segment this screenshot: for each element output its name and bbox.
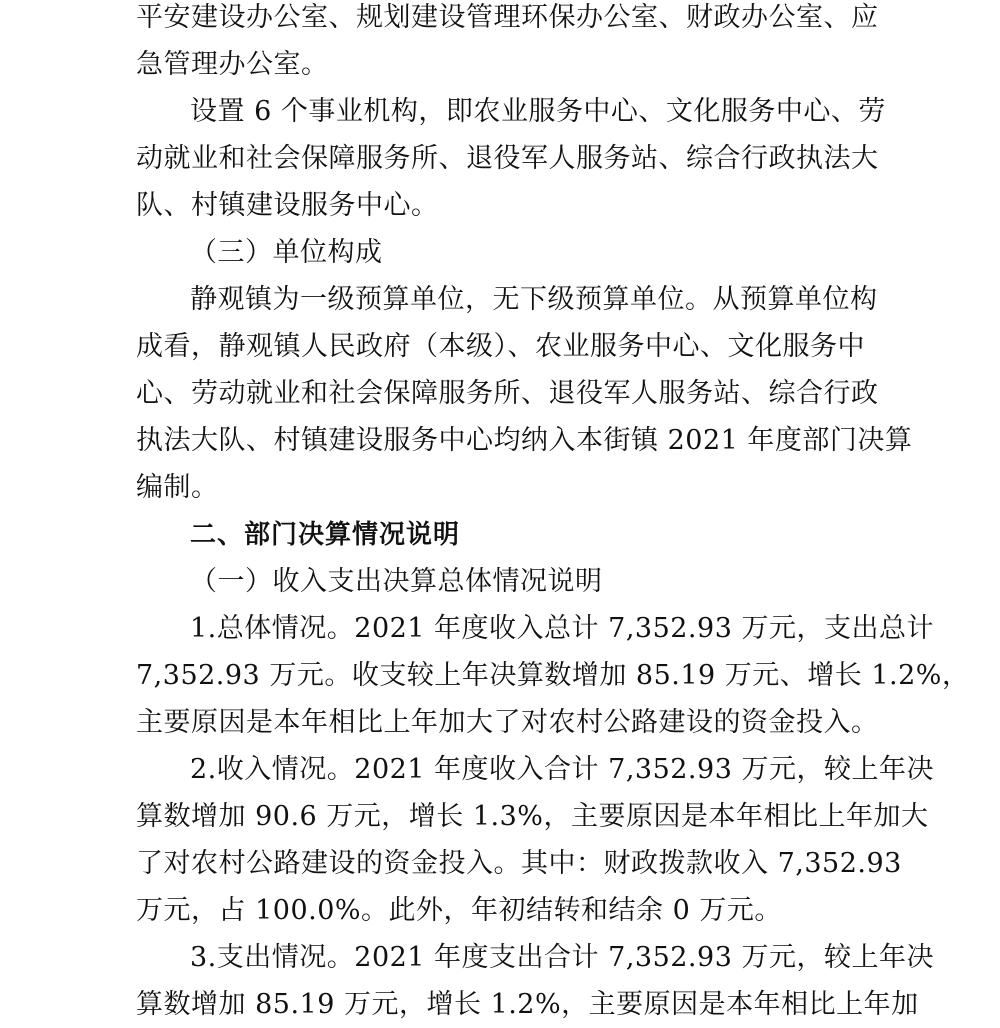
text-line-content: 急管理办公室。 <box>136 49 329 80</box>
text-line-content: 二、部门决算情况说明 <box>190 520 461 550</box>
text-line <box>0 183 1000 229</box>
text-line-content: 成看，静观镇人民政府（本级）、农业服务中心、文化服务中 <box>136 331 865 362</box>
text-line-content: 万元，占 100.0%。此外，年初结转和结余 0 万元。 <box>136 895 782 926</box>
text-line <box>0 982 1000 1028</box>
text-line-content: 1.总体情况。2021 年度收入总计 7,352.93 万元，支出总计 <box>190 613 934 644</box>
text-line-content: 执法大队、村镇建设服务中心均纳入本街镇 2021 年度部门决算 <box>136 425 913 456</box>
text-line <box>0 418 1000 464</box>
text-line-content: 队、村镇建设服务中心。 <box>136 190 439 221</box>
section-subheading <box>0 559 1000 605</box>
text-line <box>0 653 1000 699</box>
text-line-content: 7,352.93 万元。收支较上年决算数增加 85.19 万元、增长 1.2%， <box>136 660 970 691</box>
text-line-content: 了对农村公路建设的资金投入。其中：财政拨款收入 7,352.93 <box>136 848 902 879</box>
text-line <box>0 841 1000 887</box>
text-line <box>0 277 1000 323</box>
text-line-content: 主要原因是本年相比上年加大了对农村公路建设的资金投入。 <box>136 707 879 738</box>
text-line-content: 算数增加 90.6 万元，增长 1.3%，主要原因是本年相比上年加大 <box>136 801 929 832</box>
text-line-content: 3.支出情况。2021 年度支出合计 7,352.93 万元，较上年决 <box>190 942 934 973</box>
text-line-content: 平安建设办公室、规划建设管理环保办公室、财政办公室、应 <box>136 2 879 33</box>
text-line-content: （一）收入支出决算总体情况说明 <box>190 566 603 597</box>
text-line-content: 算数增加 85.19 万元，增长 1.2%，主要原因是本年相比上年加 <box>136 989 919 1020</box>
text-line <box>0 136 1000 182</box>
text-line-content: （三）单位构成 <box>190 237 383 268</box>
text-line <box>0 794 1000 840</box>
text-line <box>0 89 1000 135</box>
section-subheading <box>0 230 1000 276</box>
text-line <box>0 0 1000 41</box>
text-line-content: 2.收入情况。2021 年度收入合计 7,352.93 万元，较上年决 <box>190 754 934 785</box>
text-line <box>0 371 1000 417</box>
text-line <box>0 747 1000 793</box>
text-line <box>0 42 1000 88</box>
text-line-content: 心、劳动就业和社会保障服务所、退役军人服务站、综合行政 <box>136 378 879 409</box>
section-heading <box>0 512 1000 558</box>
text-line <box>0 700 1000 746</box>
text-line-content: 设置 6 个事业机构，即农业服务中心、文化服务中心、劳 <box>190 96 886 127</box>
text-line-content: 编制。 <box>136 472 219 503</box>
text-line <box>0 935 1000 981</box>
text-line <box>0 324 1000 370</box>
text-line <box>0 465 1000 511</box>
text-line-content: 静观镇为一级预算单位，无下级预算单位。从预算单位构 <box>190 284 878 315</box>
text-line-content: 动就业和社会保障服务所、退役军人服务站、综合行政执法大 <box>136 143 879 174</box>
text-line <box>0 606 1000 652</box>
text-line <box>0 888 1000 934</box>
